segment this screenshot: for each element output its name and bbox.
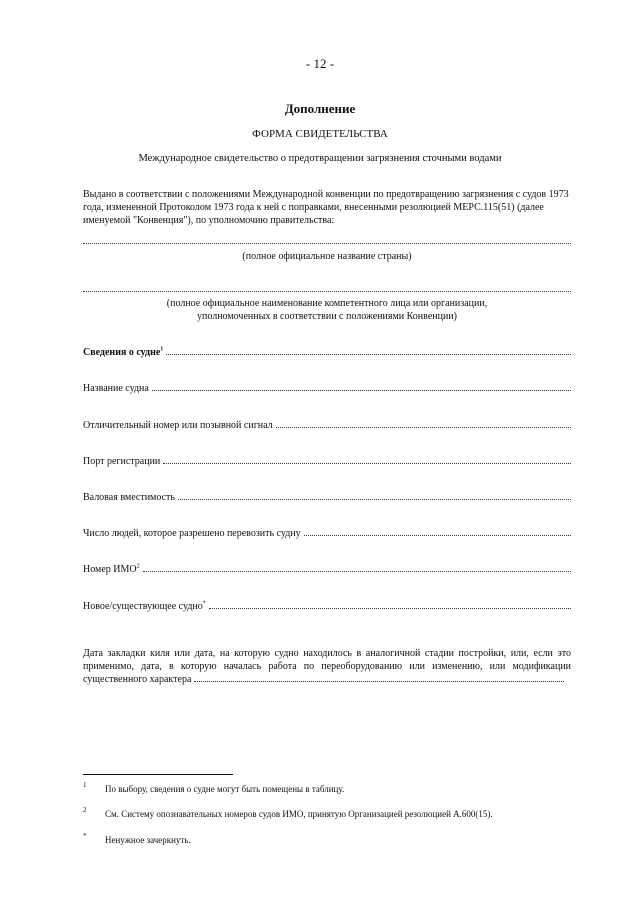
footnote-3-mark: * <box>83 832 87 840</box>
footnote-1-text: По выбору, сведения о судне могут быть помещены в таблицу. <box>105 784 345 794</box>
imo-number-label: Номер ИМО$^2$ <box>83 563 140 575</box>
keel-date-field <box>83 647 571 686</box>
footnote-2-mark: 2 <box>83 806 87 814</box>
port-of-registry-label: Порт регистрации <box>83 456 161 467</box>
port-of-registry-field <box>83 454 571 467</box>
keel-date-fill-line <box>194 673 564 682</box>
footnote-1-mark: 1 <box>83 781 87 789</box>
imo-number-field <box>83 562 571 575</box>
keel-date-label: Дата закладки киля или дата, на которую судно находилось в аналогичной стадии постройки, или, если это применимо, дата, в которую началась работа по переоборудованию или изменению, или модификации существенного характера <box>83 648 571 685</box>
new-existing-field <box>83 599 571 612</box>
page-number: - 12 - <box>305 56 335 71</box>
persons-allowed-field <box>83 526 571 539</box>
footnote-3-text: Ненужное зачеркнуть. <box>105 835 191 845</box>
ship-particulars-fill-line <box>166 345 571 355</box>
imo-number-fill-line <box>143 562 571 572</box>
certificate-title: Международное свидетельство о предотвращении загрязнения сточными водами <box>138 153 502 164</box>
ship-name-label: Название судна <box>83 383 149 394</box>
authority-caption-line-1: (полное официальное наименование компетентного лица или организации, <box>166 298 488 309</box>
persons-allowed-fill-line <box>304 526 571 536</box>
new-existing-label: Новое/существующее судно* <box>83 600 206 612</box>
authority-caption-line-2: уполномоченных в соответствии с положениями Конвенции) <box>196 311 457 322</box>
country-caption: (полное официальное название страны) <box>242 251 412 262</box>
port-of-registry-fill-line <box>163 454 571 464</box>
footnote-ref-1: 1 <box>160 346 164 353</box>
gross-tonnage-label: Валовая вместимость <box>83 492 175 503</box>
distinctive-number-field <box>83 418 571 431</box>
ship-name-field <box>83 381 571 394</box>
form-title: ФОРМА СВИДЕТЕЛЬСТВА <box>252 128 388 140</box>
gross-tonnage-fill-line <box>178 490 571 500</box>
ship-particulars-label: Сведения о судне$^1$ <box>83 346 164 358</box>
ship-particulars-field <box>83 345 571 358</box>
footnote-ref-2: 2 <box>136 563 140 570</box>
country-name-line <box>83 243 571 244</box>
ship-name-fill-line <box>152 381 571 391</box>
distinctive-number-label: Отличительный номер или позывной сигнал <box>83 420 273 431</box>
intro-paragraph: Выдано в соответствии с положениями Международной конвенции по предотвращению загрязнения с судов 1973 года, измененной Протоколом 1973 года к ней с поправками, внесенными резолюцией МЕРС.115(51) (далее именуемой "Конвенция"), по уполномочию правительства: <box>83 189 569 226</box>
footnote-ref-star: * <box>202 600 206 607</box>
authority-name-line <box>83 291 571 292</box>
persons-allowed-label: Число людей, которое разрешено перевозить судну <box>83 528 301 539</box>
footnote-divider <box>83 774 233 775</box>
appendix-title: Дополнение <box>284 101 356 116</box>
authority-caption <box>83 297 571 323</box>
footnote-2-text: См. Систему опознавательных номеров судов ИМО, принятую Организацией резолюцией А.600(15). <box>105 809 493 819</box>
gross-tonnage-field <box>83 490 571 503</box>
new-existing-fill-line <box>209 599 571 609</box>
distinctive-number-fill-line <box>276 418 571 428</box>
